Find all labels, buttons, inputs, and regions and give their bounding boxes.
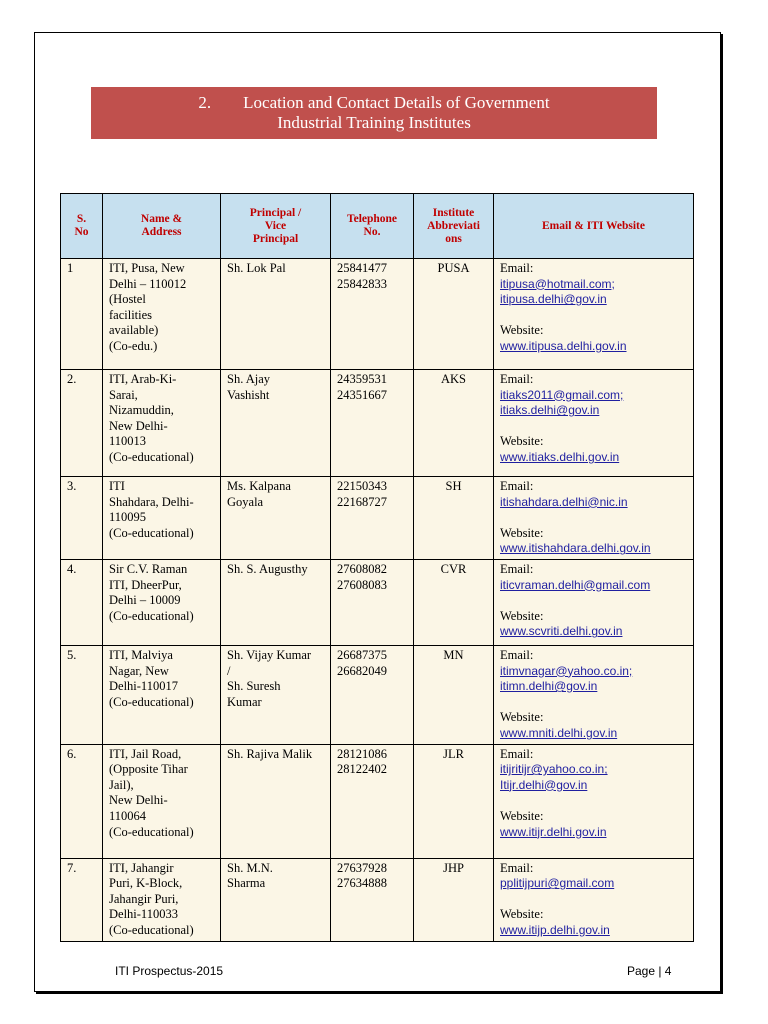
header-principal <box>221 194 331 259</box>
cell-sno: 1 <box>61 259 103 370</box>
cell-principal <box>221 370 331 477</box>
cell-sno: 7. <box>61 858 103 941</box>
email-link[interactable]: itimvnagar@yahoo.co.in; <box>500 663 633 678</box>
email-label: Email: <box>500 561 534 576</box>
website-label: Website: <box>500 323 544 338</box>
address-line: ITI, Jahangir <box>109 860 174 875</box>
principal-line: Sh. Ajay <box>227 372 271 386</box>
telephone-number: 26687375 <box>337 647 387 662</box>
cell-abbreviation: AKS <box>414 370 494 477</box>
table-row <box>61 645 694 744</box>
cell-abbreviation: CVR <box>414 559 494 645</box>
website-label: Website: <box>500 608 544 623</box>
table-row <box>61 259 694 370</box>
telephone-number: 28122402 <box>337 762 387 777</box>
address-line: (Co-educational) <box>109 525 194 540</box>
telephone-number: 27608082 <box>337 561 387 576</box>
address-line: Puri, K-Block, <box>109 876 183 891</box>
header-text: Abbreviati <box>427 219 480 232</box>
table-row <box>61 370 694 477</box>
footer-page-number: Page | 4 <box>627 964 672 978</box>
address-line: New Delhi- <box>109 793 168 808</box>
table-row <box>61 477 694 560</box>
address-line: (Co-educational) <box>109 694 194 709</box>
cell-address <box>103 259 221 370</box>
cell-address <box>103 645 221 744</box>
cell-sno: 6. <box>61 744 103 858</box>
address-line: Sir C.V. Raman <box>109 561 188 576</box>
address-line: facilities <box>109 307 153 322</box>
telephone-number: 28121086 <box>337 746 387 761</box>
cell-email-website <box>494 259 694 370</box>
telephone-number: 24351667 <box>337 387 387 402</box>
address-line: (Co-educational) <box>109 608 194 623</box>
header-sno <box>61 194 103 259</box>
website-label: Website: <box>500 525 544 540</box>
cell-email-website <box>494 477 694 560</box>
website-link[interactable]: www.itijr.delhi.gov.in <box>500 824 607 839</box>
header-text: No. <box>363 226 381 238</box>
header-text: Name & <box>140 213 183 225</box>
address-line: Jahangir Puri, <box>109 891 179 906</box>
cell-abbreviation: PUSA <box>414 259 494 370</box>
section-number: 2. <box>198 93 212 112</box>
cell-principal <box>221 477 331 560</box>
address-line: (Co-educational) <box>109 824 194 839</box>
cell-address <box>103 370 221 477</box>
address-line: 110064 <box>109 808 147 823</box>
address-line: (Co-educational) <box>109 922 194 937</box>
header-text: Vice <box>264 219 287 232</box>
email-link[interactable]: itiaks.delhi@gov.in <box>500 403 600 418</box>
principal-line: Sh. Lok Pal <box>227 261 286 275</box>
telephone-number: 24359531 <box>337 372 387 386</box>
cell-address <box>103 477 221 560</box>
website-link[interactable]: www.itijp.delhi.gov.in <box>500 922 610 937</box>
cell-email-website <box>494 645 694 744</box>
principal-line: Sh. M.N. <box>227 860 273 875</box>
email-link[interactable]: itishahdara.delhi@nic.in <box>500 494 628 509</box>
cell-telephone <box>331 645 414 744</box>
banner-title-line-2: Industrial Training Institutes <box>277 113 471 132</box>
cell-principal <box>221 645 331 744</box>
header-name-address <box>103 194 221 259</box>
cell-sno: 2. <box>61 370 103 477</box>
address-line: (Opposite Tihar <box>109 762 188 777</box>
banner-title-line-1: Location and Contact Details of Government <box>243 93 550 112</box>
cell-sno: 5. <box>61 645 103 744</box>
address-line: Shahdara, Delhi- <box>109 494 194 509</box>
website-link[interactable]: www.scvriti.delhi.gov.in <box>500 624 623 639</box>
table-header-row <box>61 194 694 259</box>
email-link[interactable]: pplitijpuri@gmail.com <box>500 876 615 891</box>
website-label: Website: <box>500 434 544 449</box>
header-text: ons <box>445 232 462 245</box>
website-link[interactable]: www.mniti.delhi.gov.in <box>500 725 618 740</box>
cell-telephone <box>331 559 414 645</box>
address-line: New Delhi- <box>109 418 168 433</box>
email-link[interactable]: itipusa.delhi@gov.in <box>500 292 607 307</box>
cell-telephone <box>331 370 414 477</box>
telephone-number: 25841477 <box>337 261 387 275</box>
principal-line: Sh. Suresh <box>227 679 281 694</box>
cell-email-website <box>494 559 694 645</box>
cell-principal <box>221 858 331 941</box>
principal-line: / <box>227 663 231 678</box>
address-line: Sarai, <box>109 387 138 402</box>
address-line: ITI, Malviya <box>109 647 173 662</box>
header-text: Telephone <box>346 213 398 225</box>
principal-line: Vashisht <box>227 387 270 402</box>
header-text: Principal / <box>249 206 302 219</box>
telephone-number: 27608083 <box>337 577 387 592</box>
spacer <box>500 793 687 809</box>
address-line: ITI, Pusa, New <box>109 261 185 275</box>
table-row <box>61 744 694 858</box>
email-label: Email: <box>500 860 534 875</box>
cell-sno: 4. <box>61 559 103 645</box>
cell-address <box>103 744 221 858</box>
iti-contact-table <box>60 193 694 942</box>
cell-abbreviation: JLR <box>414 744 494 858</box>
address-line: ITI <box>109 479 125 493</box>
table-row <box>61 858 694 941</box>
website-link[interactable]: www.itipusa.delhi.gov.in <box>500 338 627 353</box>
address-line: ITI, Jail Road, <box>109 746 182 761</box>
cell-telephone <box>331 259 414 370</box>
cell-principal <box>221 559 331 645</box>
section-title-banner <box>91 87 657 139</box>
website-label: Website: <box>500 808 544 823</box>
header-text: Principal <box>252 232 299 245</box>
cell-address <box>103 559 221 645</box>
email-link[interactable]: itiaks2011@gmail.com; <box>500 387 624 402</box>
telephone-number: 27637928 <box>337 860 387 875</box>
principal-line: Kumar <box>227 694 262 709</box>
spacer <box>500 510 687 526</box>
cell-abbreviation: MN <box>414 645 494 744</box>
cell-abbreviation: JHP <box>414 858 494 941</box>
header-text: S. <box>76 213 87 225</box>
address-line: ITI, Arab-Ki- <box>109 372 177 386</box>
header-text: Address <box>141 226 182 238</box>
email-link[interactable]: itimn.delhi@gov.in <box>500 679 598 694</box>
cell-email-website <box>494 858 694 941</box>
email-link[interactable]: iticvraman.delhi@gmail.com <box>500 577 651 592</box>
address-line: Delhi-110017 <box>109 679 178 694</box>
address-line: ITI, DheerPur, <box>109 577 182 592</box>
header-text: Email & ITI Website <box>542 219 645 232</box>
email-label: Email: <box>500 746 534 761</box>
header-text: No <box>74 226 89 238</box>
footer-prospectus: ITI Prospectus-2015 <box>115 964 224 978</box>
website-link[interactable]: www.itiaks.delhi.gov.in <box>500 449 620 464</box>
header-text: Institute <box>432 206 475 219</box>
principal-line: Goyala <box>227 494 264 509</box>
email-link[interactable]: itipusa@hotmail.com; <box>500 276 615 291</box>
address-line: Delhi-110033 <box>109 907 178 922</box>
principal-line: Ms. Kalpana <box>227 479 291 493</box>
banner-line-1 <box>91 93 657 113</box>
address-line: Delhi – 110012 <box>109 276 187 291</box>
spacer <box>500 308 687 324</box>
cell-principal <box>221 259 331 370</box>
cell-sno: 3. <box>61 477 103 560</box>
address-line: Delhi – 10009 <box>109 593 181 608</box>
cell-telephone <box>331 744 414 858</box>
telephone-number: 22150343 <box>337 479 387 493</box>
website-link[interactable]: www.itishahdara.delhi.gov.in <box>500 541 651 556</box>
email-label: Email: <box>500 372 534 386</box>
cell-telephone <box>331 477 414 560</box>
table-body <box>61 259 694 942</box>
telephone-number: 27634888 <box>337 876 387 891</box>
address-line: (Co-edu.) <box>109 338 158 353</box>
telephone-number: 26682049 <box>337 663 387 678</box>
spacer <box>500 419 687 435</box>
cell-address <box>103 858 221 941</box>
cell-principal <box>221 744 331 858</box>
telephone-number: 25842833 <box>337 276 387 291</box>
principal-line: Sharma <box>227 876 266 891</box>
address-line: (Co-educational) <box>109 449 194 464</box>
email-link[interactable]: Itijr.delhi@gov.in <box>500 777 588 792</box>
address-line: Nizamuddin, <box>109 403 174 418</box>
principal-line: Sh. Rajiva Malik <box>227 746 313 761</box>
email-label: Email: <box>500 647 534 662</box>
table-row <box>61 559 694 645</box>
address-line: 110013 <box>109 434 147 449</box>
spacer <box>500 593 687 609</box>
address-line: 110095 <box>109 510 147 525</box>
spacer <box>500 892 687 908</box>
website-label: Website: <box>500 907 544 922</box>
principal-line: Sh. Vijay Kumar <box>227 647 312 662</box>
email-label: Email: <box>500 261 534 275</box>
spacer <box>500 695 687 711</box>
email-label: Email: <box>500 479 534 493</box>
address-line: (Hostel <box>109 292 146 307</box>
header-abbreviation <box>414 194 494 259</box>
principal-line: Sh. S. Augusthy <box>227 561 308 576</box>
address-line: Jail), <box>109 777 134 792</box>
email-link[interactable]: itijritijr@yahoo.co.in; <box>500 762 608 777</box>
cell-email-website <box>494 744 694 858</box>
address-line: Nagar, New <box>109 663 169 678</box>
cell-telephone <box>331 858 414 941</box>
header-telephone <box>331 194 414 259</box>
address-line: available) <box>109 323 159 338</box>
website-label: Website: <box>500 710 544 725</box>
telephone-number: 22168727 <box>337 494 387 509</box>
cell-email-website <box>494 370 694 477</box>
cell-abbreviation: SH <box>414 477 494 560</box>
header-email-website <box>494 194 694 259</box>
